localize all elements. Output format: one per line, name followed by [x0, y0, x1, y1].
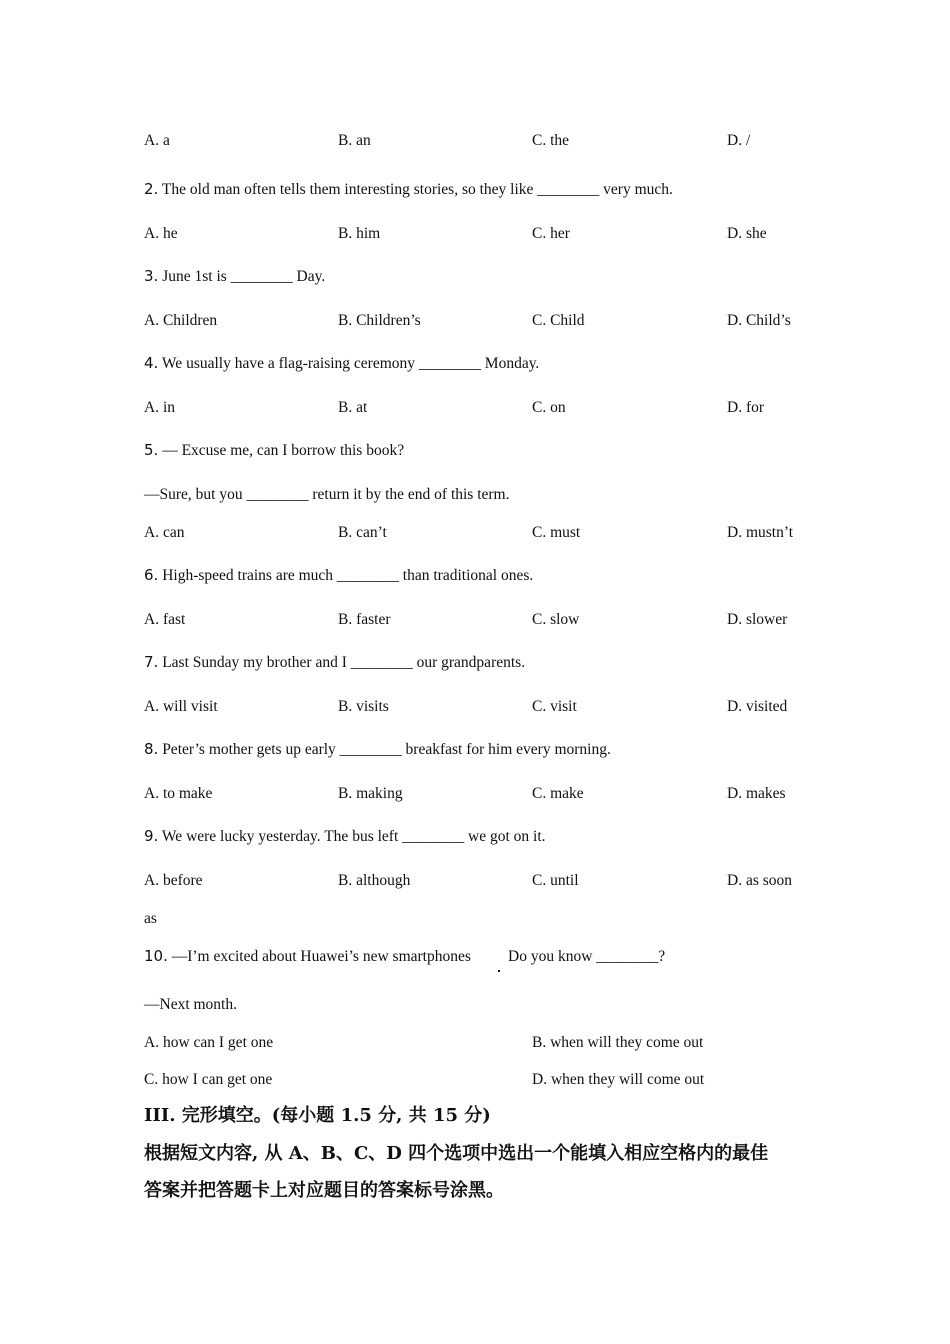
q5-option-a: A. can — [144, 524, 185, 541]
q2-number: 2. — [144, 180, 159, 198]
q6-stem — [144, 568, 533, 584]
section-instruction-line1: 根据短文内容, 从 A、B、C、D 四个选项中选出一个能填入相应空格内的最佳 — [144, 1143, 769, 1164]
q3-option-c: C. Child — [532, 312, 585, 329]
q4-option-d: D. for — [727, 399, 765, 416]
q9-text: We were lucky yesterday. The bus left ________ we got on it. — [161, 828, 546, 845]
q10-text-b: Do you know ________? — [508, 948, 666, 965]
q6-option-a: A. fast — [144, 611, 186, 628]
q4-number: 4. — [144, 354, 159, 372]
q10-stem — [144, 949, 471, 965]
q2-option-a: A. he — [144, 225, 178, 242]
q2-option-d: D. she — [727, 225, 767, 242]
section-heading: III. 完形填空。(每小题 1.5 分, 共 15 分) — [144, 1105, 491, 1126]
q8-option-a: A. to make — [144, 785, 213, 802]
q4-stem — [144, 356, 539, 372]
q5-stem — [144, 443, 404, 459]
q10-period-mark — [498, 970, 500, 972]
q10-option-b: B. when will they come out — [532, 1034, 704, 1051]
q2-option-b: B. him — [338, 225, 381, 242]
q10-text: —I’m excited about Huawei’s new smartphones — [171, 948, 471, 965]
q3-option-b: B. Children’s — [338, 312, 421, 329]
q9-option-b: B. although — [338, 872, 411, 889]
q5-option-d: D. mustn’t — [727, 524, 794, 541]
q7-text: Last Sunday my brother and I ________ our grandparents. — [162, 654, 526, 671]
q9-option-c: C. until — [532, 872, 579, 889]
q6-option-b: B. faster — [338, 611, 391, 628]
q1-option-d: D. / — [727, 132, 751, 149]
q7-stem — [144, 655, 525, 671]
q4-option-a: A. in — [144, 399, 175, 416]
q10-option-c: C. how I can get one — [144, 1071, 273, 1088]
q3-option-d: D. Child’s — [727, 312, 791, 329]
q9-number: 9. — [144, 827, 159, 845]
q10-option-d: D. when they will come out — [532, 1071, 705, 1088]
q8-option-b: B. making — [338, 785, 403, 802]
q7-number: 7. — [144, 653, 159, 671]
q4-option-c: C. on — [532, 399, 566, 416]
q5-text: — Excuse me, can I borrow this book? — [162, 442, 405, 459]
q8-option-c: C. make — [532, 785, 584, 802]
q9-option-a: A. before — [144, 872, 203, 889]
q10-number: 10. — [144, 947, 168, 965]
q1-option-c: C. the — [532, 132, 570, 149]
q6-option-c: C. slow — [532, 611, 580, 628]
q6-text: High-speed trains are much ________ than traditional ones. — [162, 567, 534, 584]
q2-option-c: C. her — [532, 225, 570, 242]
q5-option-c: C. must — [532, 524, 581, 541]
q9-option-d: D. as soon — [727, 872, 793, 889]
q7-option-a: A. will visit — [144, 698, 218, 715]
q3-option-a: A. Children — [144, 312, 218, 329]
q7-option-b: B. visits — [338, 698, 389, 715]
q3-text: June 1st is ________ Day. — [162, 268, 326, 285]
q8-option-d: D. makes — [727, 785, 786, 802]
q5-option-b: B. can’t — [338, 524, 387, 541]
q2-text: The old man often tells them interesting stories, so they like ________ very much. — [161, 181, 673, 198]
q4-text: We usually have a flag-raising ceremony ________ Monday. — [161, 355, 540, 372]
q5-reply: —Sure, but you ________ return it by the end of this term. — [144, 486, 510, 503]
q8-number: 8. — [144, 740, 159, 758]
q4-option-b: B. at — [338, 399, 368, 416]
q10-option-a: A. how can I get one — [144, 1034, 274, 1051]
q2-stem — [144, 182, 673, 198]
q3-stem — [144, 269, 325, 285]
q8-stem — [144, 742, 611, 758]
q10-reply: —Next month. — [144, 996, 237, 1013]
section-instruction-line2: 答案并把答题卡上对应题目的答案标号涂黑。 — [144, 1180, 504, 1201]
q8-text: Peter’s mother gets up early ________ breakfast for him every morning. — [162, 741, 611, 758]
q1-option-a: A. a — [144, 132, 170, 149]
q6-number: 6. — [144, 566, 159, 584]
q7-option-c: C. visit — [532, 698, 577, 715]
q1-option-b: B. an — [338, 132, 371, 149]
q9-option-d-wrap: as — [144, 910, 157, 927]
q5-number: 5. — [144, 441, 159, 459]
q3-number: 3. — [144, 267, 159, 285]
q7-option-d: D. visited — [727, 698, 788, 715]
q9-stem — [144, 829, 546, 845]
q6-option-d: D. slower — [727, 611, 788, 628]
